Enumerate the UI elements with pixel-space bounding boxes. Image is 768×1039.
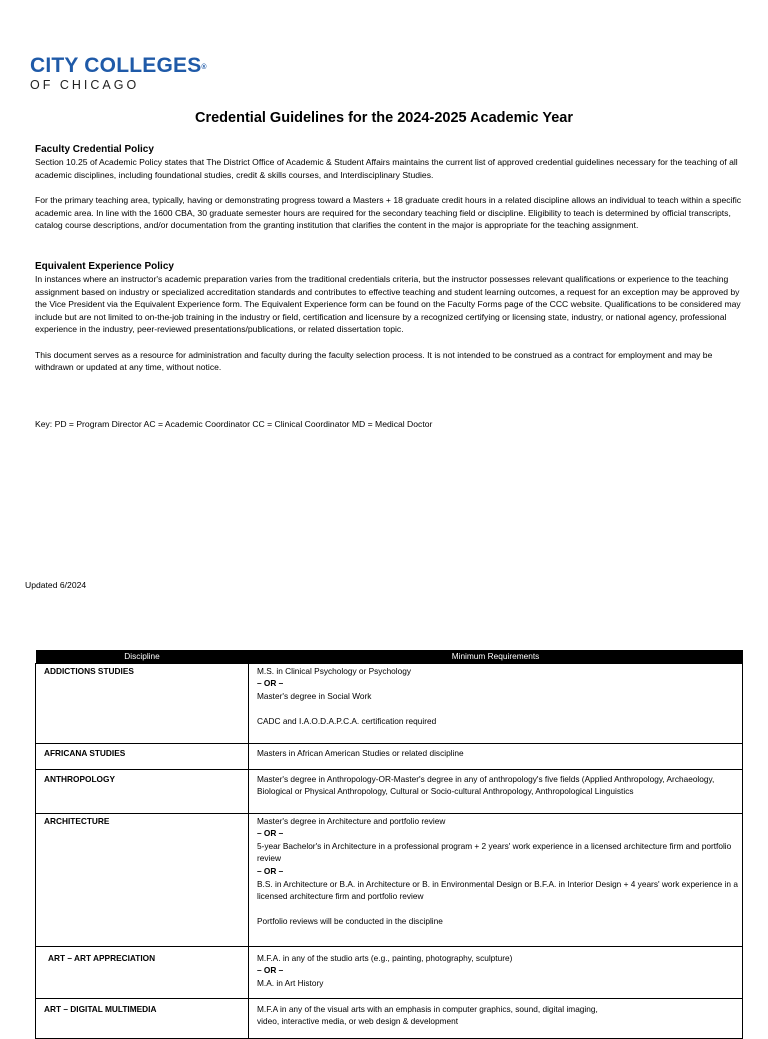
updated-date: Updated 6/2024 xyxy=(25,580,87,590)
faculty-credential-paragraph-1: Section 10.25 of Academic Policy states that The District Office of Academic & Student Affairs maintains the current list of approved credential guidelines necessary for the teaching of all academic disciplines, including foundational studies, credit & skills courses, and Interdisciplinary Studies. xyxy=(35,157,738,180)
requirement-line: M.S. in Clinical Psychology or Psychology xyxy=(257,665,412,676)
faculty-credential-section xyxy=(35,143,743,232)
requirement-line: Masters in African American Studies or related discipline xyxy=(257,747,464,758)
equivalent-experience-paragraph-2: This document serves as a resource for administration and faculty during the faculty selection process. It is not intended to be construed as a contract for employment and may be withdrawn or updated at any time, without notice. xyxy=(35,349,713,372)
faculty-credential-heading: Faculty Credential Policy xyxy=(35,144,154,155)
discipline-cell: ART – ART APPRECIATION xyxy=(36,946,249,998)
table-row xyxy=(36,743,743,769)
requirement-line: Portfolio reviews will be conducted in the discipline xyxy=(257,916,443,927)
discipline-cell: ADDICTIONS STUDIES xyxy=(36,663,249,743)
requirement-line: B.S. in Architecture or B.A. in Architecture or B. in Environmental Design or B.F.A. in Interior Design + 4 years' work experience in a licensed architecture firm and portfolio review xyxy=(257,878,738,902)
header-discipline: Discipline xyxy=(36,650,249,663)
discipline-cell: AFRICANA STUDIES xyxy=(36,743,249,769)
discipline-cell: ART – DIGITAL MULTIMEDIA xyxy=(36,998,249,1038)
table-row xyxy=(36,998,743,1038)
or-separator: – OR – xyxy=(257,678,284,689)
table-header-row xyxy=(36,650,743,663)
table-row xyxy=(36,769,743,813)
requirement-line: Master's degree in Social Work xyxy=(257,690,372,701)
equivalent-experience-heading: Equivalent Experience Policy xyxy=(35,261,174,272)
requirement-line: Master's degree in Anthropology-OR-Master's degree in any of anthropology's five fields (Applied Anthropology, Archaeology, Biological or Physical Anthropology, Cultural or Socio-cultural Anthropology, Anthropological Linguistics xyxy=(257,773,715,797)
equivalent-experience-paragraph-1: In instances where an instructor's academic preparation varies from the traditional credentials criteria, but the instructor possesses relevant qualifications or experience to the teaching assignment based on industry or specialized accreditation standards and contributes to effective teaching and student learning outcomes, a request for an exception may be approved by the Vice President via the Equivalent Experience form. The Equivalent Experience form can be found on the Faculty Forms page of the CCC website. Qualifications to be considered may include but are not limited to on-the-job training in the industry or field, certification and licensure by a recognized certifying or licensing state, industry, or national agency, professional experience in the industry, peer-reviewed presentations/publications, or related dissertation topic. xyxy=(35,274,741,334)
logo-registered-mark: ® xyxy=(201,64,207,71)
document-title: Credential Guidelines for the 2024-2025 Academic Year xyxy=(195,110,573,126)
table-row xyxy=(36,663,743,743)
header-requirements: Minimum Requirements xyxy=(249,650,743,663)
requirements-cell xyxy=(249,946,743,998)
discipline-cell: ANTHROPOLOGY xyxy=(36,769,249,813)
or-separator: – OR – xyxy=(257,965,284,976)
requirements-cell xyxy=(249,663,743,743)
requirements-cell xyxy=(249,743,743,769)
requirements-cell xyxy=(249,998,743,1038)
or-separator: – OR – xyxy=(257,828,284,839)
requirement-line: CADC and I.A.O.D.A.P.C.A. certification required xyxy=(257,715,437,726)
requirement-line: M.F.A in any of the visual arts with an emphasis in computer graphics, sound, digital imaging, xyxy=(257,1003,598,1014)
requirement-line: video, interactive media, or web design & development xyxy=(257,1016,459,1027)
or-separator: – OR – xyxy=(257,865,284,876)
logo-main-text: CITY COLLEGES xyxy=(30,54,202,77)
requirement-line: M.F.A. in any of the studio arts (e.g., painting, photography, sculpture) xyxy=(257,952,513,963)
requirements-cell xyxy=(249,813,743,946)
requirement-line: M.A. in Art History xyxy=(257,977,324,988)
requirements-table xyxy=(35,650,743,1039)
requirements-cell xyxy=(249,769,743,813)
table-row xyxy=(36,946,743,998)
key-legend: Key: PD = Program Director AC = Academic Coordinator CC = Clinical Coordinator MD = Medical Doctor xyxy=(35,419,433,429)
logo-sub-text: OF CHICAGO xyxy=(30,78,140,92)
faculty-credential-paragraph-2: For the primary teaching area, typically, having or demonstrating progress toward a Masters + 18 graduate credit hours in a related discipline allows an individual to teach within a specific academic area. In line with the 1600 CBA, 30 graduate semester hours are required for the secondary teaching field or discipline. Eligibility to teach is determined by official transcripts, catalog course descriptions, and/or documentation from the granting institution that clarifies the content in the major is appropriate for the teaching assignment. xyxy=(35,195,742,230)
requirement-line: Master's degree in Architecture and portfolio review xyxy=(257,815,446,826)
discipline-cell: ARCHITECTURE xyxy=(36,813,249,946)
requirement-line: 5-year Bachelor's in Architecture in a professional program + 2 years' work experience in a licensed architecture firm and portfolio review xyxy=(257,840,732,864)
equivalent-experience-section xyxy=(35,260,743,374)
cc-logo xyxy=(30,55,207,92)
table-row xyxy=(36,813,743,946)
